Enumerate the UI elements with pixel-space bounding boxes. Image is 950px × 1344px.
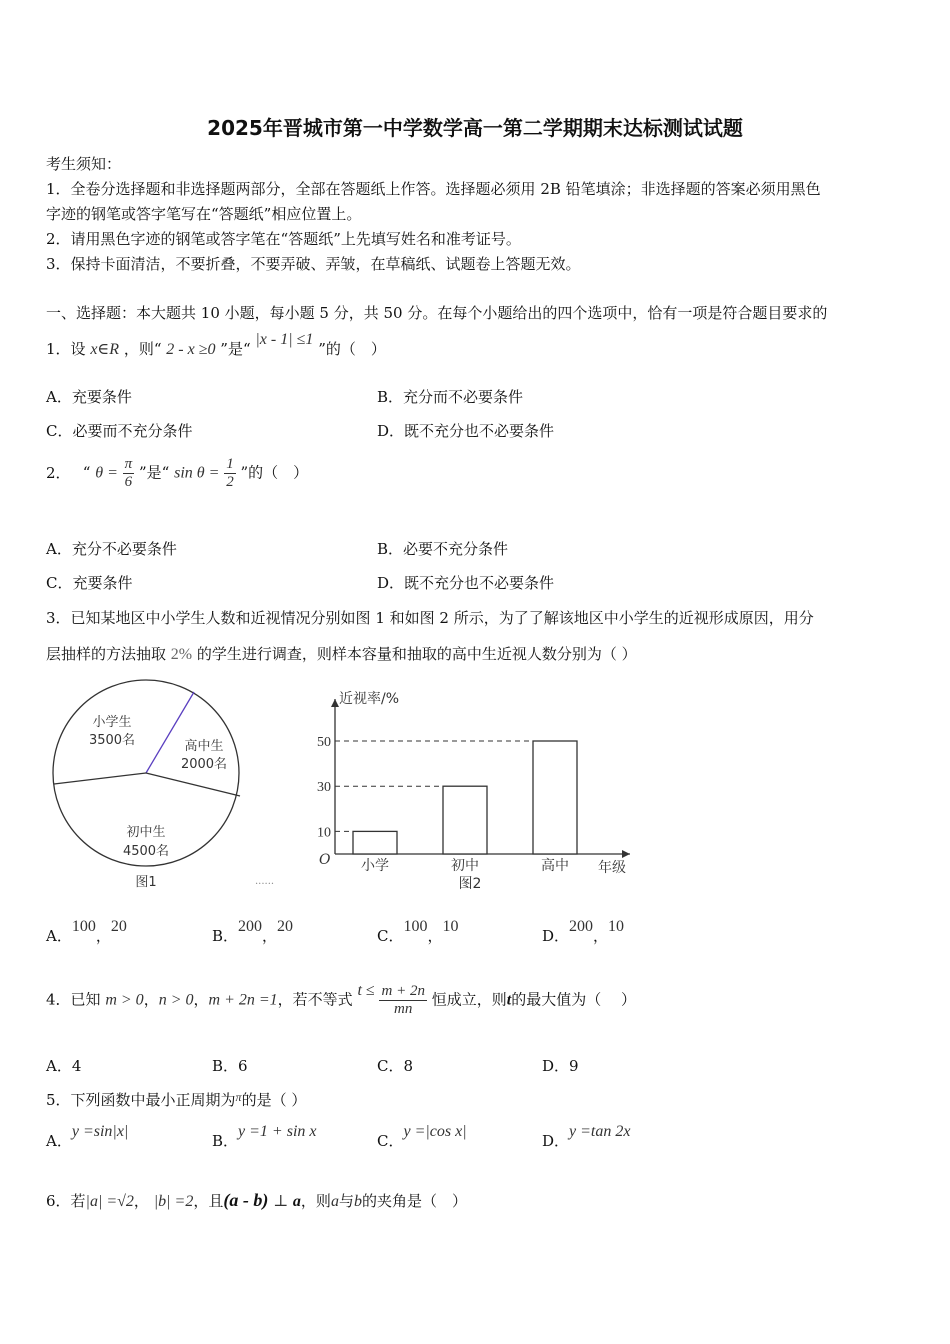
- q2-sin: sin θ =: [174, 464, 220, 482]
- q2-frac-pi-6: [123, 456, 135, 491]
- q2-open-quote: “: [82, 463, 91, 482]
- page-title: 2025年晋城市第一中学数学高一第二学期期末达标测试试题: [207, 116, 743, 140]
- q2-option-d[interactable]: D．既不充分也不必要条件: [377, 574, 555, 592]
- q6-comma1: ，: [133, 1192, 149, 1210]
- q1-option-d[interactable]: D．既不充分也不必要条件: [377, 422, 555, 440]
- bar-高中: [533, 741, 577, 854]
- q1-option-b[interactable]: B．充分而不必要条件: [377, 388, 524, 406]
- figure-dots: ......: [255, 876, 275, 887]
- q1-option-a[interactable]: A．充要条件: [46, 388, 132, 406]
- q4-m-positive: m > 0: [105, 991, 144, 1009]
- pie-label-middle: 初中生: [126, 825, 166, 840]
- q4-t-var: t: [506, 991, 512, 1009]
- q6-norm-b: |b| =2: [153, 1193, 194, 1210]
- figure-1-pie: [48, 676, 248, 896]
- y-tick-label: 30: [317, 780, 331, 796]
- pie-value-primary: 3500名: [88, 733, 136, 748]
- x-tick-label: 高中: [541, 858, 569, 874]
- pie-value-high: 2000名: [180, 757, 228, 772]
- notice-line3: 3．保持卡面清洁，不要折叠，不要弄破、弄皱，在草稿纸、试题卷上答题无效。: [46, 255, 581, 273]
- q6-norm-a: |a| =√2: [85, 1193, 134, 1210]
- q4-frac-den: mn: [394, 1001, 413, 1017]
- q2-option-a[interactable]: A．充分不必要条件: [46, 540, 177, 558]
- notice-heading: 考生须知：: [46, 155, 122, 173]
- q3-option-b[interactable]: [212, 918, 294, 946]
- q5-option-c[interactable]: [377, 1123, 467, 1151]
- pie-divider-2: [54, 773, 146, 784]
- q4-ineq: t ≤: [357, 981, 375, 999]
- q3-d-v2: 10: [608, 918, 625, 935]
- question-4: [46, 983, 636, 1018]
- q6-text-3: 与: [338, 1192, 354, 1210]
- q2-frac2-den: 2: [226, 474, 234, 490]
- q2-text-1: ”是“: [138, 463, 170, 482]
- q4-constraint: m + 2n =1: [208, 991, 278, 1009]
- q3-option-a[interactable]: [46, 918, 127, 946]
- q6-num: 6．若: [46, 1192, 86, 1210]
- question-2: [46, 456, 308, 491]
- q5-text-1: 的是（ ）: [241, 1091, 307, 1109]
- q3-a-comma: ，: [95, 927, 111, 945]
- y-axis-arrow: [331, 699, 339, 707]
- pie-divider-3: [146, 773, 240, 796]
- bar-chart-caption: 图2: [458, 876, 482, 892]
- section-heading: 一、选择题：本大题共 10 小题，每小题 5 分，共 50 分。在每个小题给出的四个选项中，恰有一项是符合题目要求的: [46, 304, 828, 322]
- q4-n-positive: n > 0: [158, 991, 194, 1009]
- q4-option-a[interactable]: A．4: [46, 1057, 82, 1075]
- q1-math-x-in-r: x∈R: [90, 341, 120, 358]
- q5-b-formula: y =1 + sin x: [238, 1123, 317, 1140]
- q6-text-2: ，则: [300, 1192, 331, 1210]
- question-5: [46, 1089, 306, 1110]
- q3-b-label: B．: [212, 927, 239, 945]
- question-6: [46, 1190, 467, 1211]
- q2-frac2-num: 1: [226, 456, 234, 472]
- q3-b-comma: ，: [262, 927, 278, 945]
- pie-caption: 图1: [135, 875, 157, 890]
- q4-comma2: ，: [193, 990, 209, 1009]
- q6-perp: ⊥: [273, 1193, 289, 1210]
- x-axis-arrow: [622, 850, 630, 858]
- y-tick-label: 10: [317, 825, 331, 841]
- q5-d-label: D．: [542, 1132, 570, 1150]
- y-tick-label: 50: [317, 735, 331, 750]
- x-tick-label: 初中: [451, 858, 479, 874]
- x-tick-label: 小学: [361, 858, 389, 874]
- q3-line1: 3．已知某地区中小学生人数和近视情况分别如图 1 和如图 2 所示，为了了解该地区中小学生的近视形成原因，用分: [46, 609, 814, 627]
- q1-math-ineq1: 2 - x ≥0: [166, 341, 216, 358]
- q4-text-1: ，若不等式: [277, 990, 353, 1009]
- q1-option-c[interactable]: C．必要而不充分条件: [46, 422, 193, 440]
- q6-text-1: ，且: [193, 1192, 224, 1210]
- q3-percent: 2%: [170, 646, 193, 663]
- q5-d-formula: y =tan 2x: [569, 1123, 631, 1140]
- q3-d-comma: ，: [593, 927, 609, 945]
- q1-num: 1．设: [46, 340, 86, 358]
- q3-line2a: 层抽样的方法抽取: [46, 645, 167, 663]
- q4-frac-num: m + 2n: [381, 983, 425, 999]
- q3-c-comma: ，: [427, 927, 443, 945]
- q2-frac-num: π: [124, 456, 133, 472]
- q4-option-c[interactable]: C．8: [377, 1057, 414, 1075]
- q3-b-v2: 20: [277, 918, 294, 935]
- q2-theta: θ =: [95, 464, 118, 482]
- notice-line2: 2．请用黑色字迹的钢笔或答字笔在“答题纸”上先填写姓名和准考证号。: [46, 230, 521, 248]
- q1-text-2: ”是“: [220, 340, 251, 358]
- q5-a-formula: y =sin|x|: [71, 1123, 129, 1140]
- q2-frac-1-2: [224, 456, 236, 491]
- q4-fraction: [379, 983, 426, 1018]
- x-axis-label: 年级: [598, 860, 626, 876]
- q3-b-v1: 200: [238, 918, 263, 935]
- q6-a: a: [330, 1193, 339, 1210]
- q2-text-2: ”的（ ）: [240, 463, 309, 482]
- q4-text-3: 的最大值为（ ）: [511, 990, 636, 1009]
- q5-a-label: A．: [46, 1132, 72, 1150]
- q4-comma1: ，: [143, 990, 159, 1009]
- q2-option-c[interactable]: C．充要条件: [46, 574, 133, 592]
- q3-a-v2: 20: [110, 918, 127, 935]
- q1-text-1: ，则“: [123, 340, 162, 358]
- q3-option-c[interactable]: [377, 918, 459, 946]
- q3-a-v1: 100: [71, 918, 96, 935]
- q5-option-b[interactable]: [212, 1123, 317, 1151]
- q6-a-minus-b: (a - b): [223, 1190, 269, 1210]
- q3-d-label: D．: [542, 927, 570, 945]
- q3-c-label: C．: [377, 927, 404, 945]
- q3-c-v1: 100: [403, 918, 428, 935]
- q5-c-label: C．: [377, 1132, 404, 1150]
- question-1: [46, 331, 386, 359]
- pie-label-high: 高中生: [184, 739, 224, 754]
- q5-option-a[interactable]: [46, 1123, 129, 1151]
- notice-line1b: 字迹的钢笔或答字笔写在“答题纸”相应位置上。: [46, 205, 362, 223]
- q1-text-3: ”的（ ）: [318, 340, 386, 358]
- q4-text-2: 恒成立，则: [431, 990, 507, 1009]
- notice-line1a: 1．全卷分选择题和非选择题两部分，全部在答题纸上作答。选择题必须用 2B 铅笔填涂；非选择题的答案必须用黑色: [46, 180, 821, 198]
- q4-option-d[interactable]: D．9: [542, 1057, 579, 1075]
- q4-num: 4．已知: [46, 990, 101, 1009]
- q5-pi: π: [235, 1090, 242, 1104]
- q3-line2: [46, 643, 637, 664]
- q5-c-formula: y =|cos x|: [403, 1123, 467, 1140]
- q3-d-v1: 200: [569, 918, 594, 935]
- bar-小学: [353, 831, 397, 854]
- figure-2-bar-chart: [305, 684, 645, 894]
- q3-line2b: 的学生进行调查，则样本容量和抽取的高中生近视人数分别为（ ）: [196, 645, 637, 663]
- q5-option-d[interactable]: [542, 1123, 631, 1151]
- pie-label-primary: 小学生: [92, 715, 132, 730]
- bar-初中: [443, 786, 487, 854]
- q3-option-d[interactable]: [542, 918, 625, 946]
- q6-b: b: [353, 1193, 362, 1210]
- q3-c-v2: 10: [442, 918, 459, 935]
- q2-num: 2．: [46, 463, 71, 482]
- origin-label: O: [319, 852, 331, 868]
- q5-b-label: B．: [212, 1132, 239, 1150]
- q6-text-4: 的夹角是（ ）: [361, 1192, 467, 1210]
- q2-option-b[interactable]: B．必要不充分条件: [377, 540, 509, 558]
- q3-a-label: A．: [46, 927, 72, 945]
- q1-math-ineq2: |x - 1| ≤1: [255, 331, 314, 348]
- q4-option-b[interactable]: B．6: [212, 1057, 248, 1075]
- y-axis-label: 近视率/%: [339, 691, 400, 707]
- q2-frac-den: 6: [124, 474, 133, 490]
- q5-num: 5．下列函数中最小正周期为: [46, 1091, 236, 1109]
- q6-vec-a: a: [292, 1193, 301, 1210]
- pie-value-middle: 4500名: [122, 844, 170, 859]
